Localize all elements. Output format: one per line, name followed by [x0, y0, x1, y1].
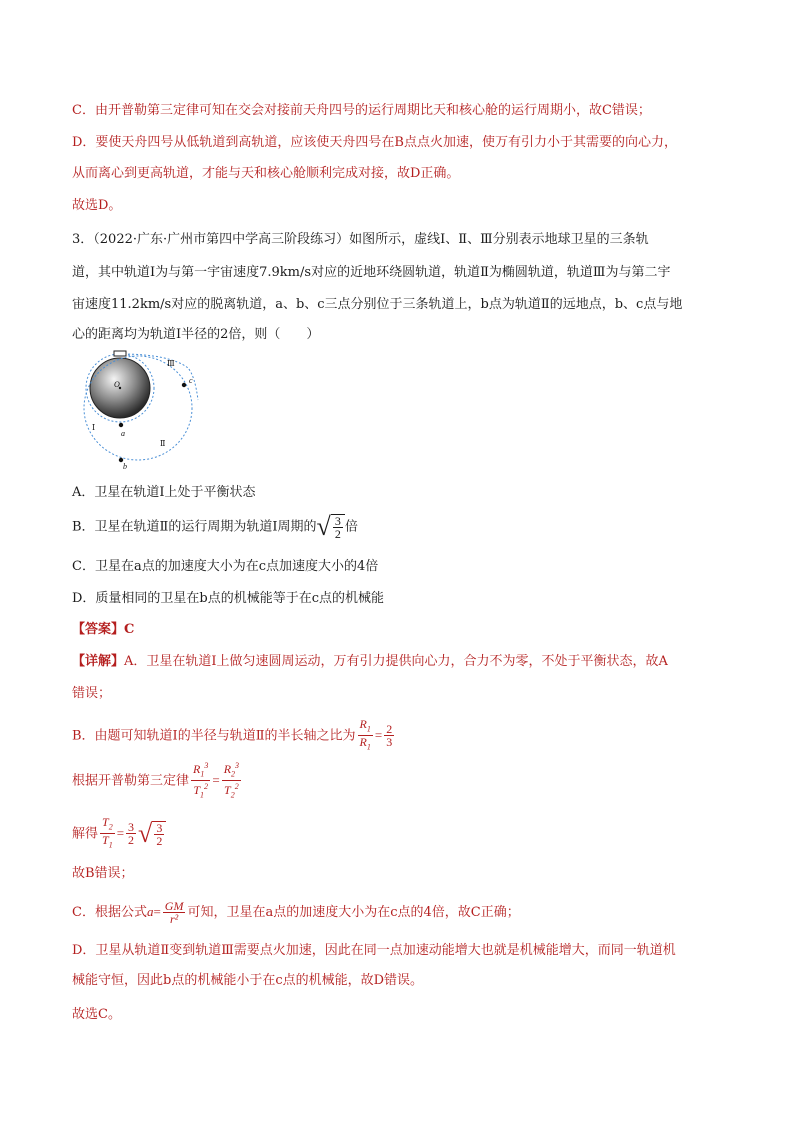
- detail-b-solve: [72, 816, 166, 852]
- solve-sqrt: √ $\frac{3}{2}$: [138, 821, 166, 847]
- prev-option-d-line1: D．要使天舟四号从低轨道到高轨道，应该使天舟四号在B点点火加速，使万有引力小于其需要的向心力，: [72, 135, 677, 150]
- option-c: C．卫星在a点的加速度大小为在c点加速度大小的4倍: [72, 559, 379, 574]
- eq-sign-2: =: [212, 772, 220, 788]
- option-b: [72, 514, 358, 540]
- option-b-sqrt: √ $\frac{3}{2}$: [317, 514, 345, 540]
- detail-b-conclusion: 故B错误；: [72, 866, 134, 881]
- point-b-label: b: [123, 462, 127, 470]
- orbit-1-label: Ⅰ: [92, 423, 96, 432]
- point-c-label: c: [189, 376, 193, 385]
- detail-d-line2: 械能守恒，因此b点的机械能小于在c点的机械能，故D错误。: [72, 973, 424, 988]
- formula-a: a: [146, 904, 154, 919]
- question-3-line4: 心的距离均为轨道Ⅰ半径的2倍，则（ ）: [72, 327, 320, 342]
- point-a-label: a: [121, 429, 125, 438]
- question-3-line3: 宙速度11.2km/s对应的脱离轨道，a、b、c三点分别位于三条轨道上，b点为轨道Ⅱ的远地点，b、c点与地: [72, 297, 683, 312]
- three-halves: $\frac{3}{2}$: [128, 820, 135, 848]
- ratio-two-thirds: $\frac{2}{3}$: [386, 722, 393, 750]
- detail-a-line2: 错误；: [72, 686, 112, 701]
- kepler-text: 根据开普勒第三定律: [72, 773, 190, 789]
- prev-option-d-line2: 从而离心到更高轨道，才能与天和核心舱顺利完成对接，故D正确。: [72, 166, 460, 181]
- detail-c-pre: C．根据公式: [72, 905, 147, 920]
- question-3-line1: 3．（2022·广东·广州市第四中学高三阶段练习）如图所示，虚线Ⅰ、Ⅱ、Ⅲ分别表示地球卫星的三条轨: [72, 232, 649, 247]
- eq-sign-4: =: [153, 904, 161, 919]
- solve-text: 解得: [72, 826, 99, 842]
- kepler-left: $\frac{R_1^3}{T_1^2}$: [193, 761, 209, 800]
- point-a-dot: [119, 423, 123, 427]
- center-label: O: [114, 380, 120, 389]
- detail-d-line1: D．卫星从轨道Ⅱ变到轨道Ⅲ需要点火加速，因此在同一点加速动能增大也就是机械能增大，而同一轨道机: [72, 943, 676, 958]
- satellite-icon: [114, 351, 126, 356]
- detail-b-text: B．由题可知轨道Ⅰ的半径与轨道Ⅱ的半长轴之比为: [72, 728, 356, 744]
- detail-b-ratio: [72, 718, 396, 754]
- option-b-text: B．卫星在轨道Ⅱ的运行周期为轨道Ⅰ周期的: [72, 519, 317, 535]
- orbit-2-label: Ⅱ: [160, 439, 166, 448]
- ratio-r: $\frac{R_1}{R_1}$: [359, 717, 371, 752]
- detail-a-text: A．卫星在轨道Ⅰ上做匀速圆周运动，万有引力提供向心力，合力不为零，不处于平衡状态，故A: [124, 654, 668, 669]
- answer-label: 【答案】C: [72, 622, 135, 637]
- detail-c-post: 可知，卫星在a点的加速度大小为在c点的4倍，故C正确；: [187, 905, 520, 920]
- sqrt-den: 2: [334, 527, 341, 541]
- detail-a-line1: [72, 651, 668, 673]
- prev-conclusion: 故选D。: [72, 198, 122, 213]
- orbit-3-label: Ⅲ: [167, 359, 175, 368]
- detail-label: 【详解】: [72, 654, 125, 669]
- option-d: D．质量相同的卫星在b点的机械能等于在c点的机械能: [72, 591, 385, 606]
- eq-sign-3: =: [116, 825, 125, 841]
- orbit-diagram: [70, 350, 210, 470]
- detail-b-kepler: [72, 760, 243, 802]
- kepler-right: $\frac{R_2^3}{T_2^2}$: [223, 761, 240, 800]
- formula-gm-r2: $\frac{GM}{\text{r²}}$: [164, 899, 184, 926]
- option-a: A．卫星在轨道Ⅰ上处于平衡状态: [72, 485, 256, 500]
- point-c-dot: [182, 383, 186, 387]
- eq-sign-1: =: [374, 727, 383, 743]
- option-b-suffix: 倍: [344, 519, 358, 535]
- period-ratio: $\frac{T_2}{T_1}$: [102, 815, 113, 850]
- sqrt-num: 3: [334, 514, 341, 528]
- detail-c: [72, 900, 520, 925]
- question-3-line2: 道，其中轨道Ⅰ为与第一宇宙速度7.9km/s对应的近地环绕圆轨道，轨道Ⅱ为椭圆轨道，轨道Ⅲ为与第二宇: [72, 265, 671, 280]
- final-conclusion: 故选C。: [72, 1007, 121, 1022]
- prev-option-c: C．由开普勒第三定律可知在交会对接前天舟四号的运行周期比天和核心舱的运行周期小，故C错误；: [72, 103, 651, 118]
